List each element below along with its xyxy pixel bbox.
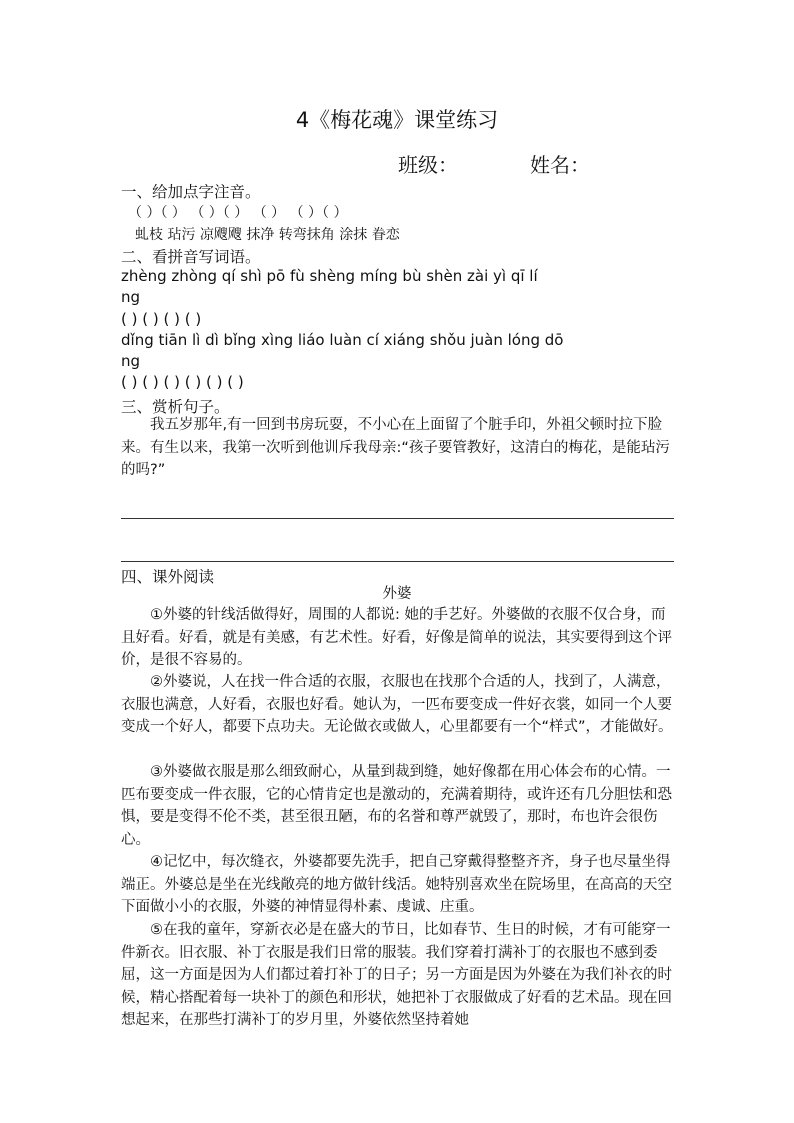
section1-words: 虬枝 玷污 凉飕飕 抹净 转弯抹角 涂抹 眷恋 [135, 227, 400, 243]
answer-line-2 [121, 561, 674, 562]
section2-pinyin-row1-wrap: ng [121, 288, 141, 306]
section2-pinyin-row2-wrap: ng [121, 352, 141, 370]
section2-pinyin-row2: dǐng tiān lì dì bǐng xìng liáo luàn cí xiáng shǒu juàn lóng dō [121, 331, 564, 349]
page-title: 4《梅花魂》课堂练习 [295, 108, 499, 132]
section2-heading: 二、看拼音写词语。 [121, 248, 261, 266]
story-paragraph-5: ⑤在我的童年，穿新衣必是在盛大的节日，比如春节、生日的时候，才有可能穿一件新衣。旧衣服、补丁衣服是我们日常的服装。我们穿着打满补丁的衣服也不感到委屈，这一方面是因为人们都过着打补丁的日子；另一方面是因为外婆在为我们补衣的时候，精心搭配着每一块补丁的颜色和形状，她把补丁衣服做成了好看的艺术品。现在回想起来，在那些打满补丁的岁月里，外婆依然坚持着她 [121, 922, 672, 1028]
section2-pinyin-row1: zhèng zhòng qí shì pō fù shèng míng bù shèn zài yì qī lí [121, 267, 538, 285]
name-label: 姓名： [530, 153, 590, 177]
story-title: 外婆 [382, 586, 412, 602]
section2-brackets-row1: ( ) ( ) ( ) ( ) [121, 310, 202, 328]
story-paragraph-2: ②外婆说，人在找一件合适的衣服，衣服也在找那个合适的人，找到了，人满意，衣服也满意，人好看，衣服也好看。她认为，一匹布要变成一件好衣裳，如同一个人要变成一个好人，都要下点功夫。无论做衣或做人，心里都要有一个“样式”，才能做好。 [121, 674, 673, 735]
section1-brackets: （ ）（ ） （ ）（ ） （ ） （ ）（ ） [128, 205, 348, 221]
section1-heading: 一、给加点字注音。 [121, 183, 261, 201]
section3-heading: 三、赏析句子。 [121, 398, 230, 416]
answer-line-1 [121, 518, 674, 519]
story-paragraph-1: ①外婆的针线活做得好，周围的人都说: 她的手艺好。外婆做的衣服不仅合身，而且好看。好看，就是有美感，有艺术性。好看，好像是简单的说法，其实要得到这个评价，是很不容易的。 [121, 607, 672, 668]
class-label: 班级： [398, 153, 458, 177]
story-paragraph-4: ④记忆中，每次缝衣，外婆都要先洗手，把自己穿戴得整整齐齐，身子也尽量坐得端正。外婆总是坐在光线敞亮的地方做针线活。她特别喜欢坐在院场里，在高高的天空下面做小小的衣服，外婆的神情显得朴素、虔诚、庄重。 [121, 854, 672, 915]
section4-heading: 四、课外阅读 [121, 568, 215, 586]
section2-brackets-row2: ( ) ( ) ( ) ( ) ( ) ( ) [121, 373, 244, 391]
section3-quote: 我五岁那年,有一回到书房玩耍，不小心在上面留了个脏手印，外祖父顿时拉下脸来。有生以来，我第一次听到他训斥我母亲:“孩子要管教好，这清白的梅花，是能玷污的吗?” [121, 417, 670, 478]
story-paragraph-3: ③外婆做衣服是那么细致耐心，从量到裁到缝，她好像都在用心体会布的心情。一匹布要变成一件衣服，它的心情肯定也是激动的，充满着期待，或许还有几分胆怯和恐惧，要是变得不伦不类，甚至很丑陋，布的名誉和尊严就毁了，那时，布也许会很伤心。 [121, 764, 672, 848]
